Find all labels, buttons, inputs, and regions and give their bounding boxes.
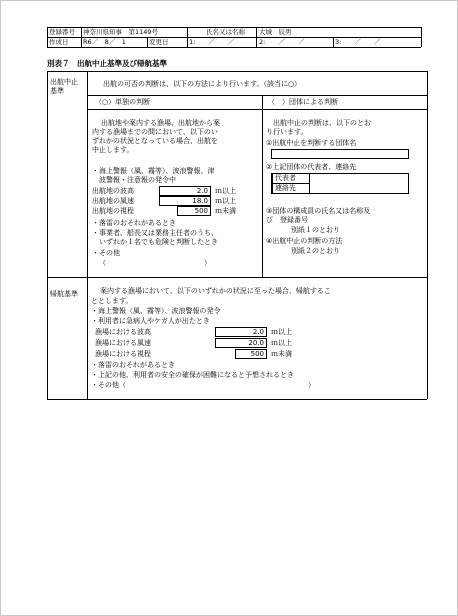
change-3: 3: ／ ／	[335, 38, 381, 46]
contact-label: 連絡先	[275, 184, 296, 192]
stop-captain-2: いずれか１名でも危険と判断したとき	[99, 238, 218, 246]
stop-other-paren: （ ）	[99, 259, 211, 267]
return-other: ・その他（ ）	[91, 381, 315, 389]
stop-wave-unit: ｍ以上	[215, 187, 236, 195]
single-title: （○）単独の判断	[95, 98, 151, 106]
stop-wind-value: 18.0	[159, 196, 211, 206]
table-rule	[47, 71, 48, 399]
group-text-2: り行います。	[266, 128, 308, 136]
header-rule	[256, 27, 257, 47]
group-item-3c: 別紙１のとおり	[291, 226, 340, 234]
return-safety: ・上記の他、利用者の安全の確保が困難になると予想されるとき	[91, 371, 294, 379]
table-rule	[262, 95, 263, 277]
group-item-3b: び 登録番号	[266, 216, 308, 224]
change-label: 変更日	[149, 38, 169, 46]
return-injury: ・利用者に急病人やケガ人が出たとき	[91, 317, 210, 325]
group-item-1: ①出航中止を判断する団体名	[266, 139, 357, 147]
stop-captain-1: ・事業者、船長又は業務主任者のうち、	[92, 229, 218, 237]
stop-lightning: ・落雷のおそれがあるとき	[92, 219, 176, 227]
header-rule	[81, 27, 82, 47]
stop-label-1: 出航中止	[50, 78, 78, 86]
header-rule	[333, 37, 334, 47]
group-name-field	[271, 149, 409, 159]
return-lightning: ・落雷のおそれがあるとき	[91, 361, 175, 369]
stop-wave-label: 出航地の波高	[92, 187, 134, 195]
change-1: 1: ／ ／	[189, 38, 235, 46]
reg-value: 神奈川県知事 第1149号	[83, 28, 159, 36]
return-wind-unit: ｍ以上	[271, 339, 292, 347]
rep-label: 代表者	[275, 174, 296, 182]
return-intro-2: ととします。	[91, 297, 133, 305]
stop-warnings-1: ・海上警報（風、霧等）、波浪警報、津	[92, 167, 215, 175]
return-warn: ・海上警報（風、霧等）、波浪警報の発令	[91, 307, 221, 315]
name-label: 氏名又は名称	[206, 28, 245, 36]
return-vis-unit: ｍ未満	[271, 350, 292, 358]
date-value: R6／ 8／ 1	[83, 38, 126, 46]
return-wind-value: 20.0	[215, 338, 267, 348]
header-rule	[147, 37, 148, 47]
section-title: 別表７ 出航中止基準及び帰航基準	[47, 59, 167, 68]
header-rule	[421, 27, 422, 47]
group-item-2: ②上記団体の代表者、連絡先	[266, 163, 357, 171]
header-rule	[47, 27, 48, 47]
return-label: 帰航基準	[50, 290, 78, 298]
stop-other: ・その他	[92, 249, 120, 257]
stop-vis-label: 出航地の視程	[92, 207, 134, 215]
stop-wind-unit: ｍ以上	[215, 197, 236, 205]
reg-label: 登録番号	[49, 28, 75, 36]
return-vis-label: 漁場における視程	[95, 350, 151, 358]
return-intro-1: 案内する漁場において、以下のいずれかの状況に至った場合、帰航するこ	[100, 287, 331, 295]
single-text-3: ずれかの状況となっている場合、出航を	[92, 137, 218, 145]
stop-wind-label: 出航地の風速	[92, 197, 134, 205]
stop-vis-unit: ｍ未満	[215, 207, 236, 215]
group-title: （ ）団体による判断	[268, 98, 338, 106]
group-item-4b: 別紙２のとおり	[291, 247, 340, 255]
table-rule	[87, 95, 427, 96]
stop-warnings-2: 波警報・注意報の発令中	[99, 176, 176, 184]
return-wave-unit: ｍ以上	[271, 328, 292, 336]
single-text-2: 内する漁場までの間において、以下のい	[92, 128, 218, 136]
table-rule	[87, 109, 427, 110]
group-item-3a: ③団体の構成員の氏名又は名称及	[266, 207, 371, 215]
return-vis-value: 500	[235, 349, 267, 359]
table-rule	[47, 277, 427, 278]
stop-wave-value: 2.0	[159, 186, 211, 196]
single-text-4: 中止します。	[92, 146, 134, 154]
stop-label-2: 基準	[50, 87, 64, 95]
date-label: 作成日	[49, 38, 69, 46]
table-rule	[427, 71, 428, 399]
return-wind-label: 漁場における風速	[95, 339, 151, 347]
header-rule	[187, 27, 188, 47]
group-text-1: 出航中止の判断は、以下のとお	[273, 119, 371, 127]
group-item-4a: ④出航中止の判断の方法	[266, 237, 343, 245]
single-text-1: 出航地や案内する漁場、出航地から案	[101, 119, 220, 127]
stop-intro: 出航の可否の判断は、以下の方法により行います。（該当に○）	[103, 80, 302, 88]
return-wave-label: 漁場における波高	[95, 328, 151, 336]
stop-vis-value: 500	[177, 206, 211, 216]
header-rule	[47, 47, 421, 48]
table-rule	[47, 399, 427, 400]
name-value: 大城 辰男	[259, 28, 292, 36]
change-2: 2: ／ ／	[259, 38, 305, 46]
return-wave-value: 2.0	[215, 327, 267, 337]
table-rule	[87, 71, 88, 399]
table-rule	[47, 71, 427, 72]
